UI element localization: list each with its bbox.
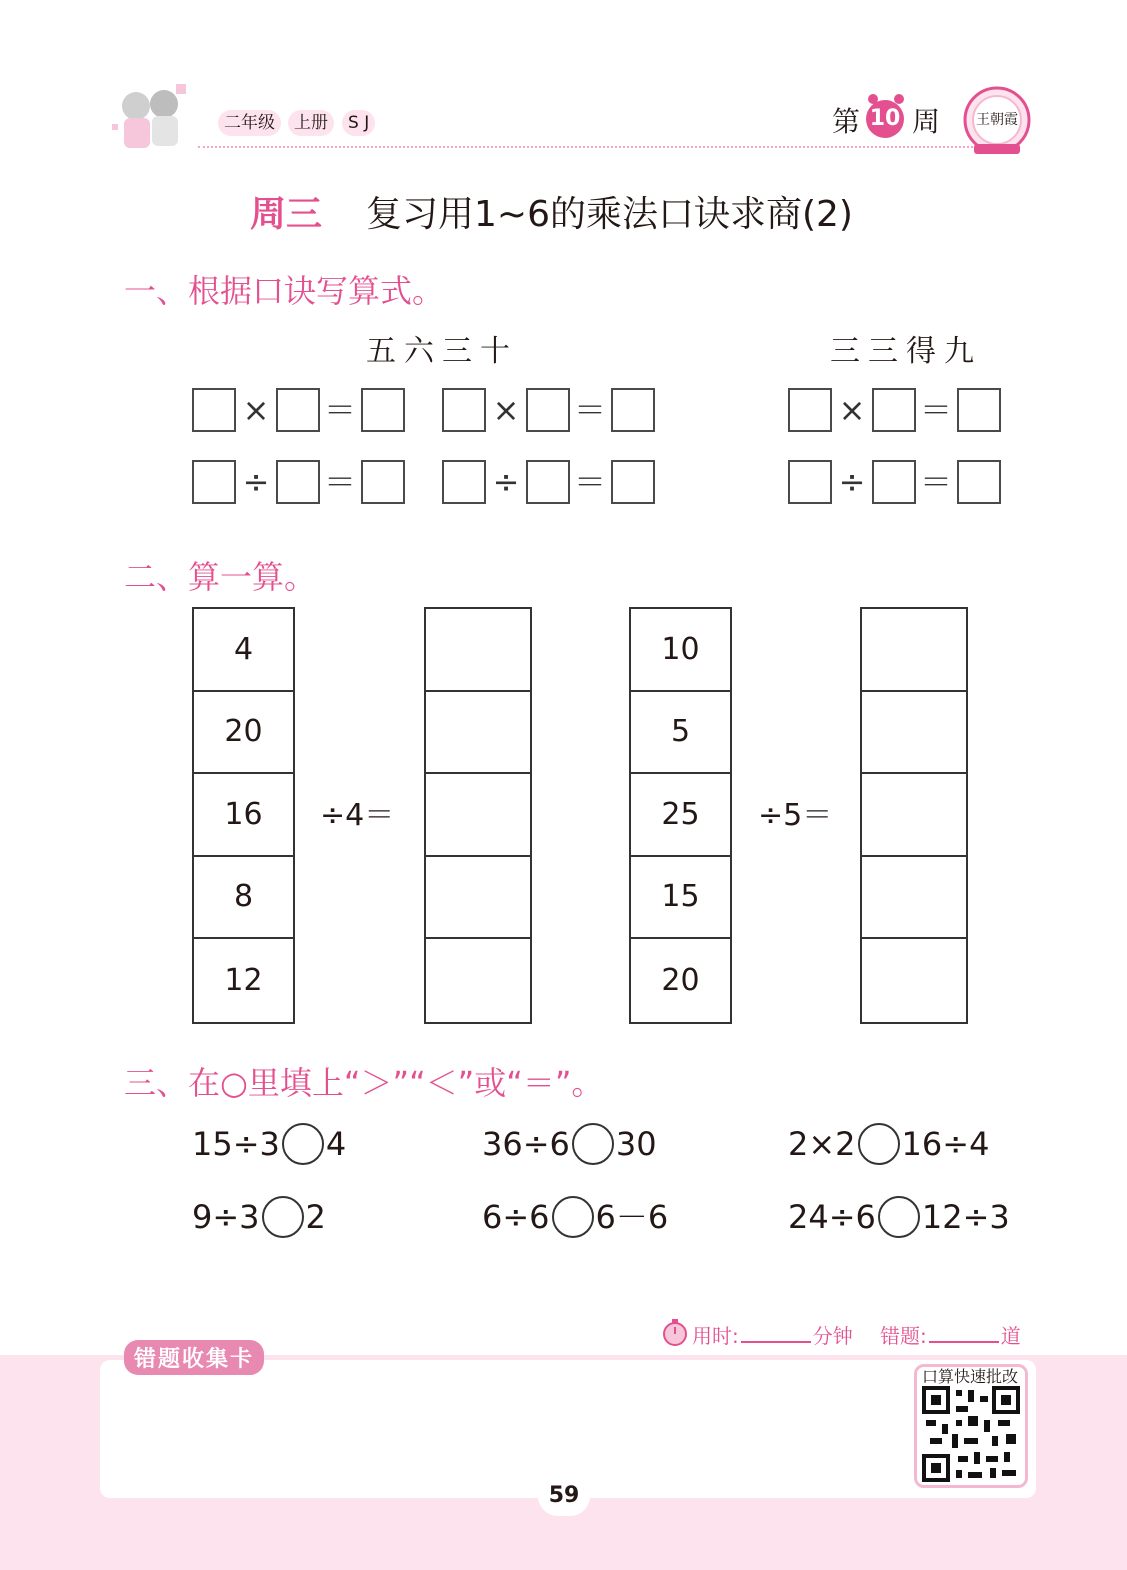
comparison-left: 24÷6 <box>788 1198 876 1236</box>
result-cell[interactable] <box>862 857 966 940</box>
answer-box[interactable] <box>276 460 320 504</box>
answer-box[interactable] <box>957 388 1001 432</box>
divide-sign: ÷ <box>492 463 520 501</box>
compare-circle[interactable] <box>858 1123 900 1165</box>
comparison-item <box>788 1122 989 1166</box>
times-sign: × <box>838 391 866 429</box>
equals-sign: ＝ <box>919 463 952 501</box>
result-cell[interactable] <box>862 939 966 1022</box>
time-unit: 分钟 <box>812 1324 853 1348</box>
result-column-left <box>424 607 532 1024</box>
divide-sign: ÷ <box>242 463 270 501</box>
error-card-label: 错题收集卡 <box>124 1340 264 1375</box>
brand-logo-text: 王朝霞 <box>976 112 1018 128</box>
edition-chip: S J <box>342 110 375 136</box>
comparison-item <box>482 1122 657 1166</box>
divide-by-4-label: ÷4＝ <box>320 798 395 833</box>
compare-circle[interactable] <box>262 1196 304 1238</box>
equals-sign: ＝ <box>573 463 606 501</box>
divide-by-5-label: ÷5＝ <box>758 798 833 833</box>
answer-box[interactable] <box>611 460 655 504</box>
comparison-right: 12÷3 <box>921 1198 1010 1236</box>
answer-box[interactable] <box>872 460 916 504</box>
errors-label: 错题: <box>880 1324 927 1348</box>
chant-right: 三三得九 <box>830 334 982 369</box>
times-sign: × <box>492 391 520 429</box>
comparison-right: 4 <box>325 1125 347 1163</box>
qr-label: 口算快速批改 <box>922 1367 1019 1386</box>
answer-box[interactable] <box>611 388 655 432</box>
result-cell[interactable] <box>426 692 530 775</box>
week-number-badge: 10 <box>866 100 904 138</box>
time-spent-field <box>692 1320 853 1349</box>
time-blank[interactable] <box>741 1341 811 1343</box>
page-title: 复习用1~6的乘法口诀求商(2) <box>366 194 853 235</box>
result-cell[interactable] <box>426 609 530 692</box>
week-prefix: 第 <box>832 105 861 138</box>
comparison-item <box>482 1195 668 1239</box>
dividend-cell: 16 <box>194 774 293 857</box>
answer-box[interactable] <box>442 460 486 504</box>
comparison-right: 30 <box>615 1125 657 1163</box>
comparison-left: 15÷3 <box>192 1125 280 1163</box>
errors-unit: 道 <box>1000 1324 1021 1348</box>
section2-heading: 二、算一算。 <box>124 558 317 596</box>
result-cell[interactable] <box>862 609 966 692</box>
qr-code-icon[interactable] <box>922 1386 1020 1486</box>
dividend-cell: 20 <box>194 692 293 775</box>
result-column-right <box>860 607 968 1024</box>
equals-sign: ＝ <box>323 391 356 429</box>
page-number: 59 <box>538 1476 590 1516</box>
section1-heading: 一、根据口诀写算式。 <box>124 272 445 310</box>
error-count-field <box>880 1320 1021 1349</box>
dividend-cell: 4 <box>194 609 293 692</box>
timer-icon <box>662 1318 688 1350</box>
week-suffix: 周 <box>912 105 941 138</box>
dividend-cell: 5 <box>631 692 730 775</box>
dividend-cell: 12 <box>224 962 263 998</box>
grade-chip: 二年级 <box>218 110 281 136</box>
result-cell[interactable] <box>426 774 530 857</box>
dividend-cell: 8 <box>194 857 293 940</box>
header-illustration <box>106 78 201 158</box>
section3-heading: 三、在○里填上“＞”“＜”或“＝”。 <box>124 1064 604 1102</box>
answer-box[interactable] <box>361 388 405 432</box>
dividend-cell: 20 <box>661 962 700 998</box>
answer-box[interactable] <box>192 460 236 504</box>
answer-box[interactable] <box>442 388 486 432</box>
comparison-item <box>192 1195 326 1239</box>
answer-box[interactable] <box>526 460 570 504</box>
comparison-left: 6÷6 <box>482 1198 550 1236</box>
answer-box[interactable] <box>957 460 1001 504</box>
answer-box[interactable] <box>276 388 320 432</box>
answer-box[interactable] <box>788 460 832 504</box>
result-cell[interactable] <box>862 774 966 857</box>
header-divider <box>198 146 973 148</box>
answer-box[interactable] <box>788 388 832 432</box>
answer-box[interactable] <box>526 388 570 432</box>
divide-sign: ÷ <box>838 463 866 501</box>
comparison-left: 2×2 <box>788 1125 856 1163</box>
dividend-column-left <box>192 607 295 1024</box>
comparison-right: 16÷4 <box>901 1125 990 1163</box>
compare-circle[interactable] <box>572 1123 614 1165</box>
dividend-cell: 10 <box>631 609 730 692</box>
compare-circle[interactable] <box>878 1196 920 1238</box>
brand-logo <box>962 82 1032 158</box>
dividend-cell: 15 <box>631 857 730 940</box>
comparison-item <box>788 1195 1010 1239</box>
answer-box[interactable] <box>361 460 405 504</box>
times-sign: × <box>242 391 270 429</box>
comparison-left: 9÷3 <box>192 1198 260 1236</box>
comparison-right: 2 <box>305 1198 326 1236</box>
volume-chip: 上册 <box>288 110 334 136</box>
comparison-right: 6－6 <box>595 1198 669 1236</box>
errors-blank[interactable] <box>929 1341 999 1343</box>
comparison-left: 36÷6 <box>482 1125 570 1163</box>
result-cell[interactable] <box>862 692 966 775</box>
dividend-column-right <box>629 607 732 1024</box>
compare-circle[interactable] <box>552 1196 594 1238</box>
result-cell[interactable] <box>426 939 530 1022</box>
compare-circle[interactable] <box>282 1123 324 1165</box>
equals-sign: ＝ <box>573 391 606 429</box>
time-label: 用时: <box>692 1324 739 1348</box>
result-cell[interactable] <box>426 857 530 940</box>
comparison-item <box>192 1122 346 1166</box>
answer-box[interactable] <box>872 388 916 432</box>
chant-left: 五六三十 <box>366 334 518 369</box>
answer-box[interactable] <box>192 388 236 432</box>
day-label: 周三 <box>250 194 323 235</box>
equals-sign: ＝ <box>919 391 952 429</box>
equals-sign: ＝ <box>323 463 356 501</box>
dividend-cell: 25 <box>631 774 730 857</box>
